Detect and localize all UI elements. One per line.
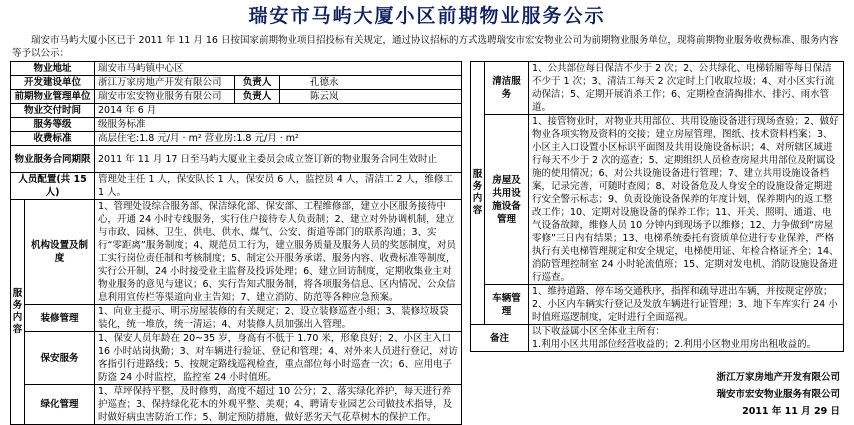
notes-label: 备注 [471, 325, 529, 352]
developer-owner-label: 负责人 [235, 76, 280, 90]
decor-value: 1、向业主提示、明示房屋装修的有关规定；2、设立装修巡查小组；3、装修垃圾袋装化，统一堆放，统一清运；4、对装修人员加强出入管理。 [95, 305, 462, 332]
clean-value: 1、公共部位每日保洁不少于 2 次；2、公共绿化、电梯轿厢等每日保洁不少于 1 次；3、清洁工每天 2 次定时上门收取垃圾；4、对小区实行流动保洁；5、定期开展消杀工作；6、定期检查清掏排水、排污、雨水管道。 [529, 62, 844, 115]
contract-value: 2011 年 11 月 17 日至马屿大厦业主委员会成立签订新的物业服务合同生效时止 [95, 146, 462, 173]
org-value: 1、管理处设综合服务部、保洁绿化部、保安部、工程维修部，建立小区服务接待中心，开通 24 小时专线服务，实行住户接待专人负责制；2、建立对外协调机制，建立与市政、园林、卫生、供电、供水、煤气、公安、街道等部门的联系沟通；3、实行“零距离”服务制度；4、规范员工行为，建立服务质量及服务人员的奖惩制度，对员工实行岗位责任制和考核制度；5、制定公开服务承诺、服务内容、收费标准等制度，实行公开制，24 小时接受业主监督及投诉处理；6、建立回访制度，定期收集业主对物业服务的意见与建议；6、实行告知式服务制，将各项服务信息、区内情况、公众信息利用宣传栏等渠道向业主告知；7、建立消防、防范等各种应急预案。 [95, 200, 462, 305]
sign-developer: 浙江万家房地产开发有限公司 [716, 372, 840, 383]
manager-owner-value: 陈云岚 [280, 90, 462, 104]
developer-owner-value: 孔德永 [280, 76, 462, 90]
level-label: 服务等级 [11, 118, 95, 132]
security-value: 1、保安人员年龄在 20~35 岁，身高有不低于 1.70 米，形象良好；2、小区主入口 16 小时站岗执勤；3、对车辆进行验证、登记和管理；4、对外来人员进行登记，对访客指引行进路线；5、按规定路线巡视检查，重点部位每小时巡查一次；6、应用电子防盗 24 小时监控，监控室 24 小时值班。 [95, 332, 462, 385]
fee-label: 收费标准 [11, 132, 95, 146]
clean-label: 清洁服务 [485, 62, 529, 115]
decor-label: 装修管理 [25, 305, 95, 332]
developer-label: 开发建设单位 [11, 76, 95, 90]
green-value: 1、草坪保持平整，及时修剪，高度不超过 10 公分；2、落实绿化养护，每天进行养护巡查；3、保持绿化花木的外观平整、美观；4、聘请专业园艺公司做技术指导，及时做好病虫害防治工作；5、制定预防措施，做好恶劣天气花草树木的保护工作。 [95, 385, 462, 425]
signature-block [716, 369, 840, 420]
level-value: 级服务标准 [95, 118, 462, 132]
delivery-value: 2014 年 6 月 [95, 104, 462, 118]
right-service-vertical-label: 服务内容 [471, 62, 485, 325]
contract-label: 物业服务合同期限 [11, 146, 95, 173]
location-value: 瑞安市马屿镇中心区 [95, 62, 462, 76]
developer-value: 浙江万家房地产开发有限公司 [95, 76, 235, 90]
parking-label: 车辆管理 [485, 285, 529, 325]
parking-value: 1、维持道路、停车场交通秩序，指挥和疏导进出车辆，并按规定停放；2、小区内车辆实行登记及发放车辆进行证管理；3、地下车库实行 24 小时值班巡逻制度，定时进行全面巡视。 [529, 285, 844, 325]
page-title: 瑞安市马屿大厦小区前期物业服务公示 [248, 5, 606, 27]
facility-label: 房屋及共用设施设备管理 [485, 115, 529, 285]
intro-paragraph: 瑞安市马屿大厦小区已于 2011 年 11 月 16 日按国家前期物业项目招投标有关规定，通过协议招标的方式选聘瑞安市宏安物业公司为前期物业服务单位，现将前期物业服务收费标准、服务内容等予以公示： [12, 35, 839, 59]
facility-value: 1、接管物业时，对物业共用部位、共用设施设备进行现场查验；2、做好物业各项实物及资料的交接；建立房屋管理、图纸、技术资料档案；3、小区主入口设置小区标识平面图及共用设施设备标识；4、对所辖区域进行每天不少于 2 次的巡查；5、定期组织人员检查房屋共用部位及附属设施的使用情况；6、对公共设施设备进行管理；7、建立共用设施设备档案，记录完善，可随时查阅；8、对设备危及人身安全的设施设备定期进行安全警示标志；9、负责设施设备保养的年度计划，保养期内的返工整改工作；10、定期对设施设备的保养工作；11、开关、照明、通道、电气设备故障，维修人员 10 分钟内到现场予以维修；12、力争做到“房屋零修”三日内有结果；13、电梯系统委托有资质单位进行专业保养，严格执行有关电梯管理规定和安全规定，电梯使用证、年检合格证齐全；14、消防管理控制室 24 小时轮流值班；15、定期对发电机、消防设施设备进行巡查。 [529, 115, 844, 285]
delivery-label: 物业交付时间 [11, 104, 95, 118]
right-table [470, 61, 844, 352]
fee-value: 高层住宅:1.8 元/月 · m² 营业房:1.8 元/月 · m² [95, 132, 462, 146]
service-content-vertical-label: 服务内容 [11, 200, 25, 425]
manager-owner-label: 负责人 [235, 90, 280, 104]
location-label: 物业地址 [11, 62, 95, 76]
notes-value: 以下收益属小区全体业主所有： 1.利用小区共用部位经营收益的；2.利用小区物业用房出租收益的。 [529, 325, 844, 352]
manager-value: 瑞安市宏安物业服务有限公司 [95, 90, 235, 104]
sign-manager: 瑞安市宏安物业服务有限公司 [716, 389, 840, 400]
sign-date: 2011 年 11 月 29 日 [742, 406, 840, 417]
left-table [10, 61, 462, 425]
staff-value: 管理处主任 1 人，保安队长 1 人，保安员 6 人，监控员 4 人，清洁工 2 人，维修工 1 人。 [95, 173, 462, 200]
green-label: 绿化管理 [25, 385, 95, 425]
manager-label: 前期物业管理单位 [11, 90, 95, 104]
security-label: 保安服务 [25, 332, 95, 385]
org-label: 机构设置及制度 [25, 200, 95, 305]
staff-label: 人员配置(共 15 人) [11, 173, 95, 200]
